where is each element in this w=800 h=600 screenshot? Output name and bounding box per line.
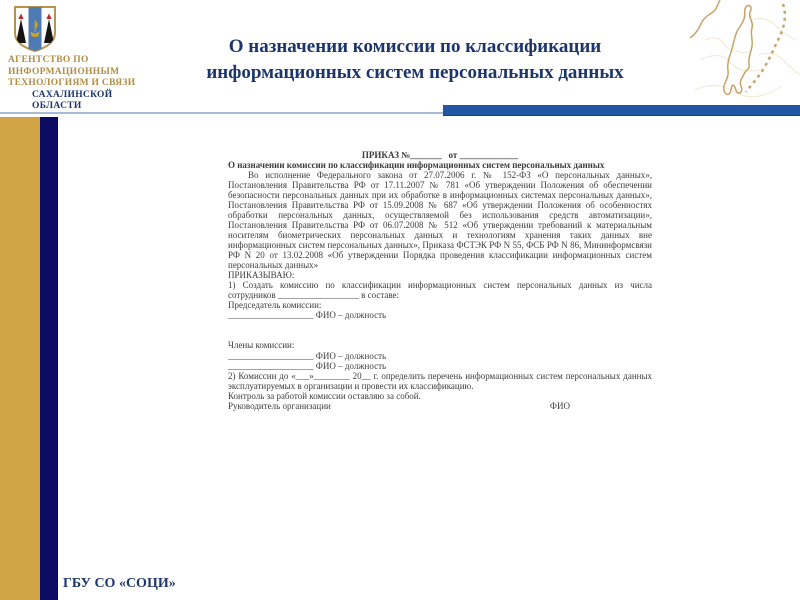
doc-members-label: Члены комиссии: <box>228 340 295 350</box>
doc-signature-fio: ФИО <box>549 401 570 411</box>
agency-line: ИНФОРМАЦИОННЫМ <box>8 66 120 77</box>
doc-fio-line: ___________________ ФИО – должность <box>228 361 387 371</box>
doc-control-line: Контроль за работой комиссии оставляю за собой. <box>228 391 421 401</box>
doc-signature-title: Руководитель организации <box>228 401 331 411</box>
doc-header: ПРИКАЗ №_______ от _____________ <box>361 150 519 160</box>
slide-title <box>150 34 680 86</box>
order-document <box>228 150 652 411</box>
agency-region-line: САХАЛИНСКОЙ <box>32 89 113 100</box>
agency-line: АГЕНТСТВО ПО <box>8 55 89 65</box>
left-gold-stripe <box>0 117 40 600</box>
doc-signature-row <box>228 401 652 411</box>
left-navy-stripe <box>40 117 58 600</box>
doc-item-2: 2) Комиссии до «___»________ 20__ г. определить перечень информационных систем персональных данных эксплуатируемых в организации и провести их классификацию. <box>228 371 652 391</box>
doc-preamble: Во исполнение Федерального закона от 27.07.2006 г. № 152-ФЗ «О персональных данных», Постановления Правительства РФ от 17.11.2007 № 781 «Об утверждении Положения об обеспечении безопасности персональных данных при их обработке в информационных системах персональных данных», Постановления Правительства РФ от 15.09.2008 № 687 «Об утверждении Положения об особенностях обработки персональных данных, осуществляемой без использования средств автоматизации», Постановления Правительства РФ от 06.07.2008 № 512 «Об утверждении требований к материальным носителям биометрических персональных данных и технологиям хранения таких данных вне информационных систем персональных данных», Приказа ФСТЭК РФ N 55, ФСБ РФ N 86, Мининформсвязи РФ N 20 от 13.02.2008 «Об утверждении Порядка проведения классификации информационных систем персональных данных» <box>228 170 652 270</box>
doc-fio-line: ___________________ ФИО – должность <box>228 351 387 361</box>
slide-title-line2: информационных систем персональных данных <box>206 62 624 83</box>
doc-fio-line: ___________________ ФИО – должность <box>228 310 387 320</box>
doc-order-word: ПРИКАЗЫВАЮ: <box>228 270 295 280</box>
agency-line: ТЕХНОЛОГИЯМ И СВЯЗИ <box>8 78 136 88</box>
doc-item-1: 1) Создать комиссию по классификации информационных систем персональных данных из числа сотрудников __________________ в составе: <box>228 280 652 300</box>
title-underline-bar <box>443 105 800 116</box>
agency-region-line: ОБЛАСТИ <box>32 101 82 111</box>
sakhalin-map-image <box>690 0 800 112</box>
slide-title-line1: О назначении комиссии по классификации <box>228 36 602 57</box>
sakhalin-coat-of-arms-icon <box>12 5 58 53</box>
doc-chairman-label: Председатель комиссии: <box>228 300 322 310</box>
doc-subject: О назначении комиссии по классификации информационных систем персональных данных <box>228 160 605 170</box>
footer-org-name: ГБУ СО «СОЦИ» <box>63 576 176 591</box>
